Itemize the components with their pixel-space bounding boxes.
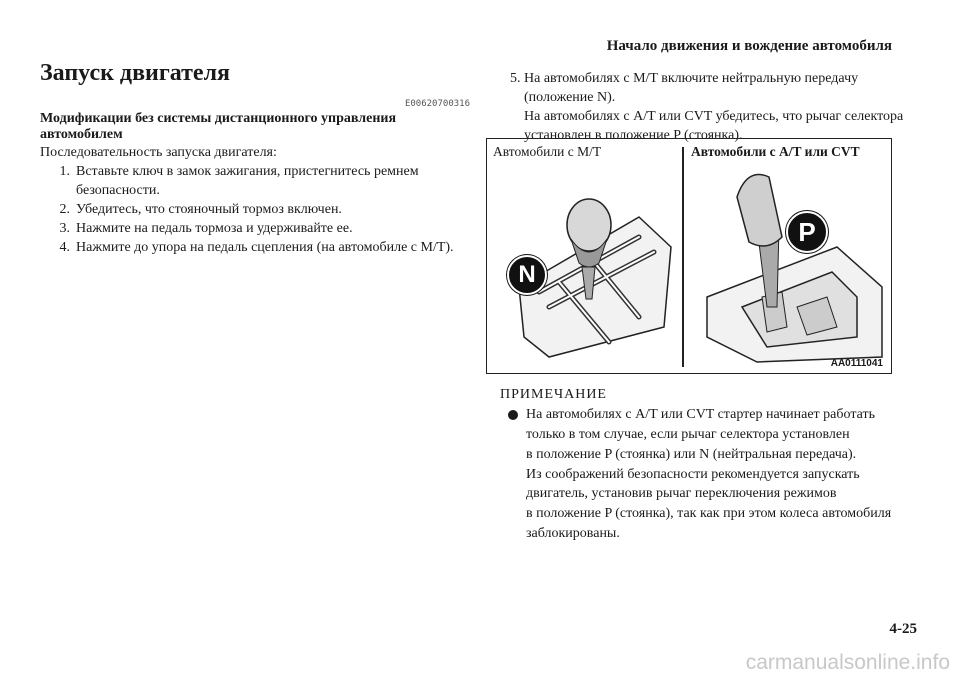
step-text: Нажмите до упора на педаль сцепления (на автомобиле с M/T). bbox=[76, 239, 454, 255]
figure-divider bbox=[682, 147, 684, 367]
note-line: в положение P (стоянка), так как при этом колеса автомобиля bbox=[526, 506, 892, 522]
step5-text: На автомобилях с M/T включите нейтральную передачу bbox=[524, 71, 859, 86]
step5-line: На автомобилях с A/T или CVT убедитесь, что рычаг селектора bbox=[524, 108, 904, 124]
step-item bbox=[40, 163, 470, 201]
step-number: 1. bbox=[59, 164, 70, 179]
page-number: 4-25 bbox=[889, 621, 917, 637]
step-text: Вставьте ключ в замок зажигания, пристегнитесь ремнем безопасности. bbox=[76, 164, 419, 198]
step-text: Нажмите на педаль тормоза и удерживайте ее. bbox=[76, 220, 353, 236]
gear-lever-figure bbox=[486, 138, 892, 374]
figure-label-mt: Автомобили с M/T bbox=[493, 144, 602, 159]
step-number: 5. bbox=[510, 71, 521, 86]
step-number: 3. bbox=[59, 220, 70, 236]
subheading: Модификации без системы дистанционного управления автомобилем bbox=[40, 111, 397, 142]
note-text bbox=[526, 405, 891, 544]
step-item bbox=[40, 201, 470, 220]
steps-list bbox=[40, 163, 470, 257]
left-column bbox=[40, 60, 470, 257]
note-line: заблокированы. bbox=[526, 526, 620, 542]
step5-line: (положение N). bbox=[524, 89, 616, 105]
note-title: ПРИМЕЧАНИЕ bbox=[500, 387, 607, 402]
note-block bbox=[500, 385, 910, 544]
step5-line: установлен в положение P (стоянка). bbox=[524, 127, 743, 143]
note-bullet bbox=[500, 405, 910, 544]
bullet-icon bbox=[508, 410, 518, 420]
step5-block bbox=[510, 70, 905, 146]
step-item bbox=[40, 220, 470, 239]
chapter-header: Начало движения и вождение автомобиля bbox=[606, 38, 892, 54]
note-line: в положение P (стоянка) или N (нейтральная передача). bbox=[526, 446, 857, 462]
figure-label-at: Автомобили с A/T или CVT bbox=[691, 144, 860, 159]
step-item bbox=[40, 239, 470, 258]
section-title: Запуск двигателя bbox=[40, 60, 231, 86]
step-text: Убедитесь, что стояночный тормоз включен. bbox=[76, 201, 342, 217]
neutral-badge-icon: N bbox=[507, 255, 547, 295]
figure-code: AA0111041 bbox=[830, 358, 883, 369]
automatic-shift-illustration bbox=[687, 167, 887, 367]
note-line: двигатель, установив рычаг переключения режимов bbox=[526, 486, 837, 502]
watermark: carmanualsonline.info bbox=[745, 651, 950, 674]
park-badge-icon: P bbox=[786, 211, 828, 253]
note-line: Из соображений безопасности рекомендуется запускать bbox=[526, 466, 860, 482]
step-number: 2. bbox=[59, 201, 70, 217]
intro-text: Последовательность запуска двигателя: bbox=[40, 145, 277, 160]
document-code: E00620700316 bbox=[404, 99, 470, 109]
note-line: На автомобилях с A/T или CVT стартер начинает работать bbox=[526, 406, 875, 422]
step-number: 4. bbox=[59, 239, 70, 255]
step5-line bbox=[510, 70, 905, 89]
note-line: только в том случае, если рычаг селектора установлен bbox=[526, 426, 850, 442]
